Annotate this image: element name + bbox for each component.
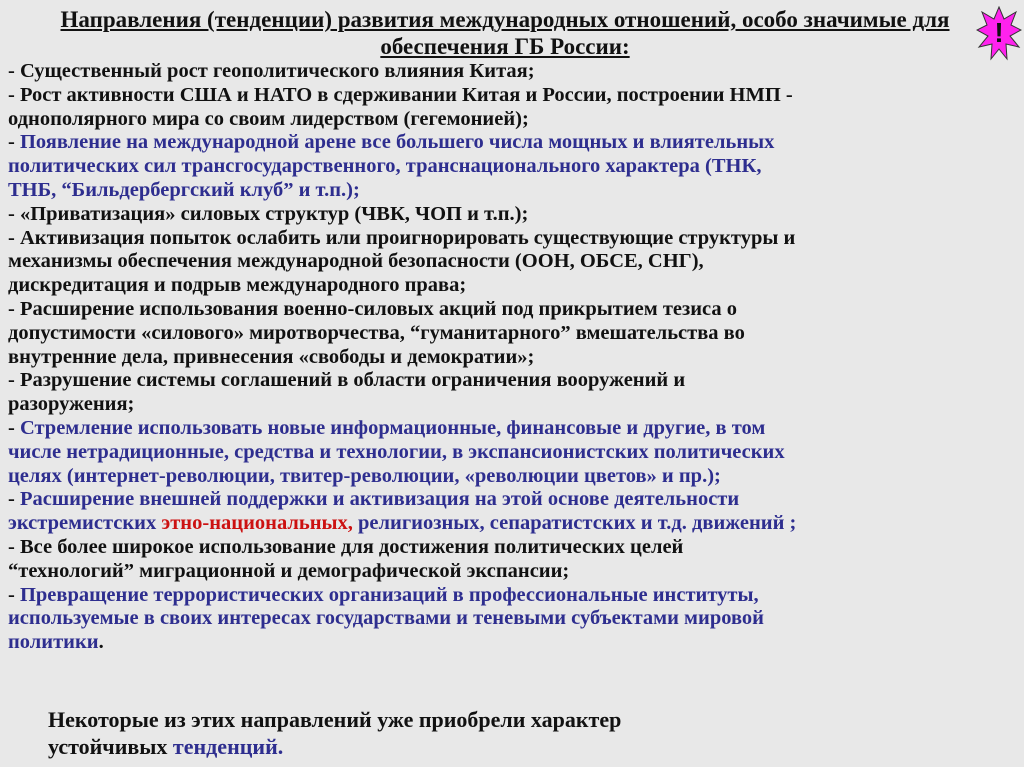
trend-item: [8, 203, 1018, 227]
bullet-dash: -: [8, 60, 20, 82]
trend-text: Расширение использования военно-силовых акций под прикрытием тезиса о допустимости «силового» миротворчества, “гуманитарного” вмешательства во внутренние дела, привнесения «свободы и демократии»;: [8, 297, 745, 368]
bullet-dash: -: [8, 202, 20, 225]
conclusion-text: [48, 706, 988, 760]
trend-text: Превращение террористических организаций в профессиональные институты, используемые в своих интересах государствами и теневыми субъектами мировой политики: [8, 583, 764, 654]
trend-text: Активизация попыток ослабить или проигнорировать существующие структуры и механизмы обеспечения международной безопасности (ООН, ОБСЕ, СНГ), дискредитация и подрыв международного права;: [8, 226, 796, 297]
trend-item: [8, 60, 1018, 84]
trend-text: Все более широкое использование для достижения политических целей “технологий” миграционной и демографической экспансии;: [8, 535, 684, 582]
trend-text: Появление на международной арене все большего числа мощных и влиятельных политических сил трансгосударственного, транснационального характера (ТНК, ТНБ, “Бильдербергский клуб” и т.п.);: [8, 131, 775, 201]
trend-text: Рост активности США и НАТО в сдерживании Китая и России, построении НМП - однополярного мира со своим лидерством (гегемонией);: [8, 83, 793, 130]
bullet-dash: -: [8, 226, 20, 249]
trend-item: [8, 131, 1018, 202]
bullet-dash: -: [8, 583, 20, 606]
bullet-dash: -: [8, 83, 20, 106]
exclamation-star-icon: [976, 6, 1022, 66]
trend-text: Расширение внешней поддержки и активизация на этой основе деятельности экстремистских: [8, 488, 740, 535]
trend-text: религиозных, сепаратистских и т.д. движений ;: [352, 512, 797, 535]
trend-text: .: [98, 631, 104, 654]
conclusion-line-2: [48, 733, 988, 760]
trend-item: [8, 84, 1018, 132]
bullet-dash: -: [8, 369, 20, 392]
conclusion-highlight: тенденций.: [172, 734, 284, 759]
trend-item: [8, 584, 1018, 655]
bullet-dash: -: [8, 535, 20, 558]
bullet-dash: -: [8, 416, 20, 439]
trend-item: [8, 536, 1018, 584]
trend-list: [8, 60, 1018, 655]
conclusion-line-1: Некоторые из этих направлений уже приобрели характер: [48, 707, 622, 732]
trend-item: [8, 227, 1018, 298]
bullet-dash: -: [8, 297, 20, 320]
trend-item: [8, 369, 1018, 417]
trend-item: [8, 417, 1018, 488]
trend-text: Разрушение системы соглашений в области ограничения вооружений и разоружения;: [8, 369, 686, 416]
slide-title: Направления (тенденции) развития международных отношений, особо значимые для обеспечения ГБ России:: [60, 7, 950, 59]
trend-text: «Приватизация» силовых структур (ЧВК, ЧОП и т.п.);: [19, 202, 529, 225]
conclusion-plain: устойчивых: [48, 734, 173, 759]
trend-text: этно-национальных,: [161, 512, 353, 535]
trend-text: Существенный рост геополитического влияния Китая;: [19, 60, 535, 82]
trend-item: [8, 488, 1018, 536]
trend-item: [8, 298, 1018, 369]
trend-text: Стремление использовать новые информационные, финансовые и другие, в том числе нетрадиционные, средства и технологии, в экспансионистских политических целях (интернет-революции, твитер-революции, «революции цветов» и пр.);: [8, 416, 785, 487]
exclamation-mark: !: [994, 17, 1004, 48]
bullet-dash: -: [8, 488, 20, 511]
bullet-dash: -: [8, 131, 20, 154]
